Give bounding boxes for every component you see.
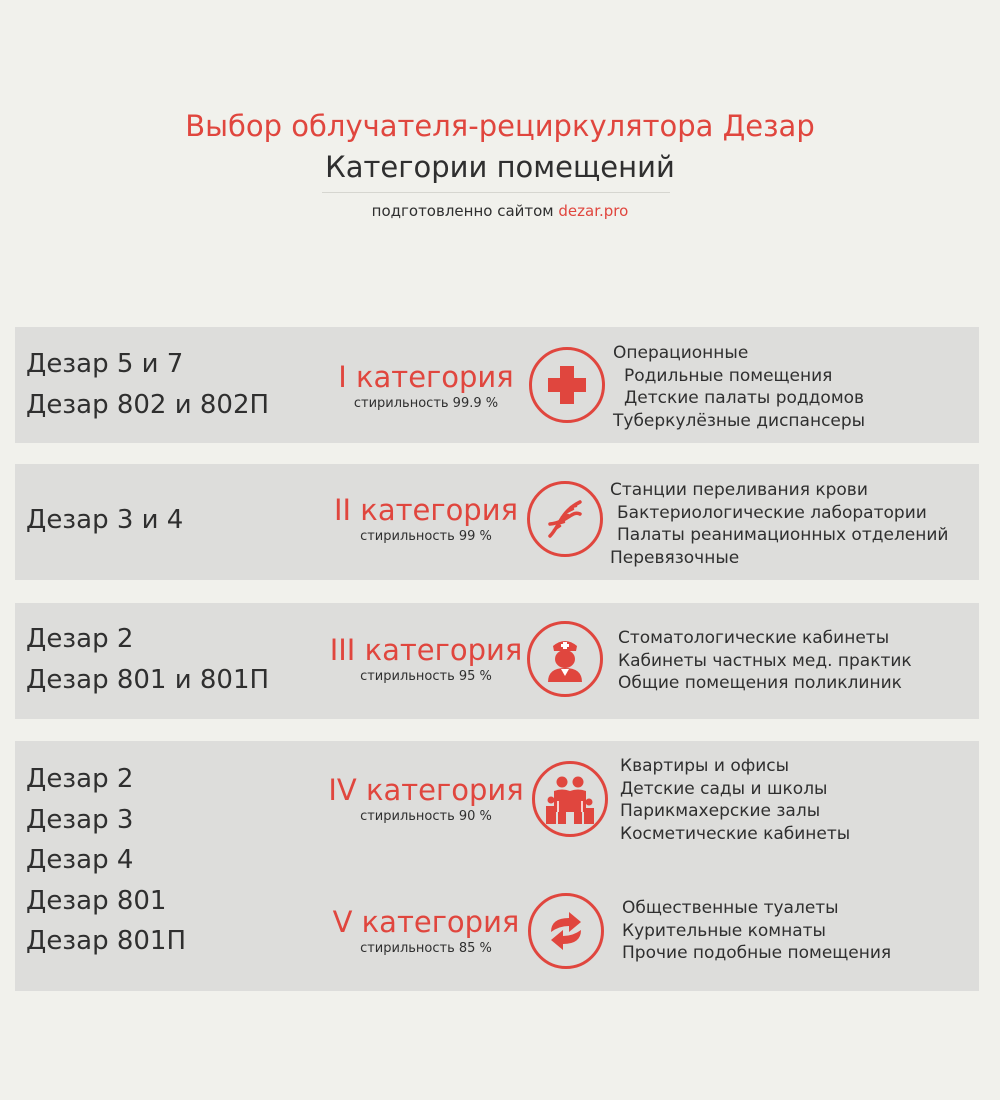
- family-icon: [532, 761, 608, 837]
- model-name: Дезар 802 и 802П: [26, 389, 270, 420]
- medical-cross-icon: [529, 347, 605, 423]
- room-item: Косметические кабинеты: [620, 823, 851, 844]
- doctor-icon: [527, 621, 603, 697]
- room-item: Прочие подобные помещения: [622, 943, 892, 963]
- model-name: Дезар 2: [26, 764, 134, 794]
- model-name: Дезар 3: [26, 804, 134, 835]
- rooms-list-1: [613, 342, 865, 432]
- category-label-2: [321, 492, 531, 546]
- room-item: Станции переливания крови: [610, 480, 868, 500]
- category-sterility: стирильность 99.9 %: [353, 396, 499, 411]
- page-subtitle: Категории помещений: [325, 150, 675, 184]
- recycle-arrows-icon: [528, 893, 604, 969]
- model-name: Дезар 801: [26, 885, 167, 916]
- model-name: Дезар 801П: [26, 926, 187, 956]
- room-item: Общественные туалеты: [622, 898, 839, 918]
- room-item: Кабинеты частных мед. практик: [618, 650, 912, 671]
- room-item: Палаты реанимационных отделений: [617, 525, 949, 545]
- category-sterility: стирильность 90 %: [360, 809, 492, 824]
- page-title: Выбор облучателя-рециркулятора Дезар: [185, 109, 815, 143]
- rooms-list-4: [620, 755, 850, 845]
- credits-line: [0, 200, 1000, 222]
- category-sterility: стирильность 85 %: [360, 941, 492, 956]
- site-link[interactable]: dezar.pro: [558, 202, 629, 220]
- model-name: Дезар 2: [26, 624, 134, 654]
- room-item: Родильные помещения: [624, 365, 833, 386]
- room-item: Парикмахерские залы: [620, 801, 821, 821]
- category-label-1: [321, 359, 531, 413]
- models-list-4: [26, 759, 186, 962]
- category-name: III категория: [329, 633, 523, 667]
- room-item: Курительные комнаты: [622, 920, 826, 941]
- models-list-1: [26, 344, 269, 425]
- model-name: Дезар 5 и 7: [26, 349, 184, 379]
- room-item: Детские палаты роддомов: [624, 388, 865, 408]
- credits-text: подготовленно сайтом: [371, 202, 554, 220]
- dna-icon: [527, 481, 603, 557]
- rooms-list-2: [610, 479, 948, 569]
- room-item: Бактериологические лаборатории: [617, 502, 927, 523]
- model-name: Дезар 801 и 801П: [26, 664, 270, 695]
- category-label-4: [321, 772, 531, 826]
- room-item: Туберкулёзные диспансеры: [613, 410, 866, 431]
- room-item: Операционные: [613, 343, 749, 363]
- category-name: II категория: [333, 493, 519, 527]
- category-label-3: [321, 632, 531, 686]
- category-name: IV категория: [328, 773, 524, 807]
- room-item: Детские сады и школы: [620, 778, 828, 799]
- header-divider: [322, 192, 670, 193]
- category-name: V категория: [332, 905, 520, 939]
- model-name: Дезар 3 и 4: [26, 505, 184, 535]
- rooms-list-3: [618, 627, 912, 695]
- room-item: Стоматологические кабинеты: [618, 628, 890, 648]
- rooms-list-5: [622, 897, 891, 965]
- category-sterility: стирильность 99 %: [360, 529, 492, 544]
- room-item: Перевязочные: [610, 547, 740, 568]
- category-sterility: стирильность 95 %: [360, 669, 492, 684]
- model-name: Дезар 4: [26, 845, 134, 875]
- models-list-3: [26, 619, 269, 700]
- category-label-5: [321, 904, 531, 958]
- models-list-2: [26, 500, 183, 541]
- room-item: Квартиры и офисы: [620, 756, 790, 776]
- category-name: I категория: [338, 360, 514, 394]
- room-item: Общие помещения поликлиник: [618, 673, 902, 693]
